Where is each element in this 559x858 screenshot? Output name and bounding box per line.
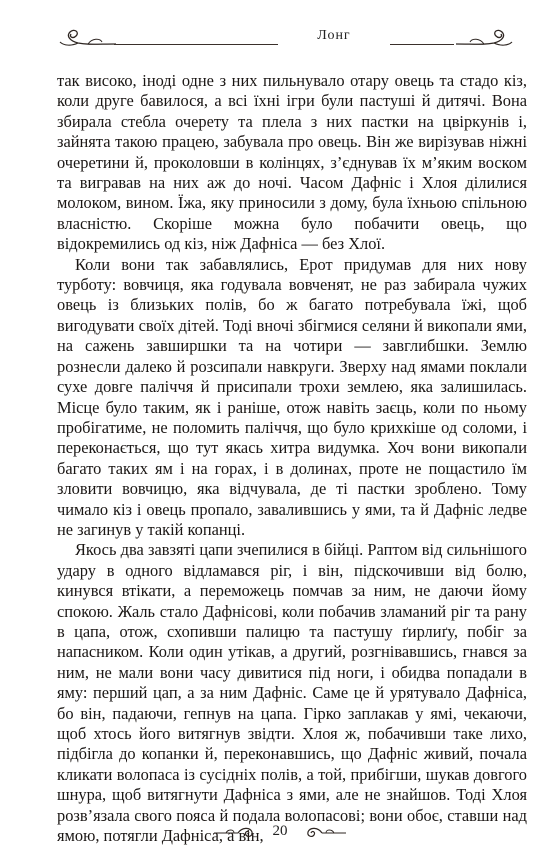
paragraph-1: так високо, іноді одне з них пильнувало отару овець та стадо кіз, коли друге бавилося, а всі їхні ігри були пастуші й дитячі. Вона збирала стебла очерету та плела з них пастки на цвіркунів і, зайнята такою працею, забувала про овець. Він же вирізував ніжні очеретини й, проколовши в колінцях, з’єднував їх м’яким воском та вигравав на них аж до ночі. Часом Дафніс і Хлоя ділилися молоком, вином. Їжа, яку приносили з дому, була їхньою спільною власністю. Скоріше можна було побачити овець, що відокремились од кіз, ніж Дафніса — без Хлої. xyxy=(57,71,527,254)
header-rule-right xyxy=(390,44,454,45)
page-footer xyxy=(0,820,559,846)
paragraph-3: Якось два завзяті цапи зчепилися в бійці. Раптом від сильнішого удару в одного відламався ріг, і він, підскочивши від болю, кинувся втікати, а переможець помчав за ним, не даючи йому спокою. Жаль стало Дафнісові, коли побачив зламаний ріг та рану в цапа, отож, схопивши палицю та пастушу ґирлиґу, побіг за напасником. Коли один утікав, а другий, розгнівавшись, гнався за ним, не мали вони часу дивитися під ноги, і обидва попадали в яму: перший цап, а за ним Дафніс. Саме це й урятувало Дафніса, бо він, падаючи, гепнув на цапа. Гірко заплакав у ямі, чекаючи, щоб хтось його витягнув звідти. Хлоя ж, побачивши таке лихо, підбігла до копанки й, переконавшись, що Дафніс живий, почала кликати волопаса із сусідніх полів, а той, прибігши, шукав довгого шнура, щоб витягнути Дафніса з ями, але не знайшов. Тоді Хлоя розв’язала свого пояса й подала волопасові; вони обоє, ставши над ямою, потягли Дафніса, а він, xyxy=(57,540,527,846)
scroll-ornament-icon xyxy=(302,824,348,842)
scroll-ornament-icon xyxy=(58,26,118,52)
page-header xyxy=(58,20,515,54)
scroll-ornament-icon xyxy=(212,824,258,842)
header-rule-left xyxy=(114,44,278,45)
paragraph-2: Коли вони так забавлялись, Ерот придумав для них нову турботу: вовчиця, яка годувала вовченят, не раз забирала чужих овець із близьких полів, бо ж багато потребувала їжі, щоб вигодувати своїх дітей. Тоді вночі збігмися селяни й викопали ями, на сажень завширшки та на чотири — завглибшки. Землю рознесли далеко й розсипали навкруги. Зверху над ямами поклали сухе довге паліччя й присипали трохи землею, яка залишилась. Місце було таким, як і раніше, отож навіть заєць, коли по ньому пробігатиме, не поломить паліччя, що було крихкіше од соломи, і переконається, що тут якась хитра видумка. Хоч вони викопали багато таких ям і на горах, і в долинах, проте не пощастило їм зловити вовчицю, яка відчувала, де ті пастки зроблено. Тому чимало кіз і овець пропало, завалившись у ями, та й Дафніс ледве не загинув у такій копанці. xyxy=(57,254,527,539)
running-header-title: Лонг xyxy=(317,28,351,43)
body-text xyxy=(57,71,527,846)
page-number: 20 xyxy=(272,823,288,839)
scroll-ornament-icon xyxy=(454,26,514,52)
